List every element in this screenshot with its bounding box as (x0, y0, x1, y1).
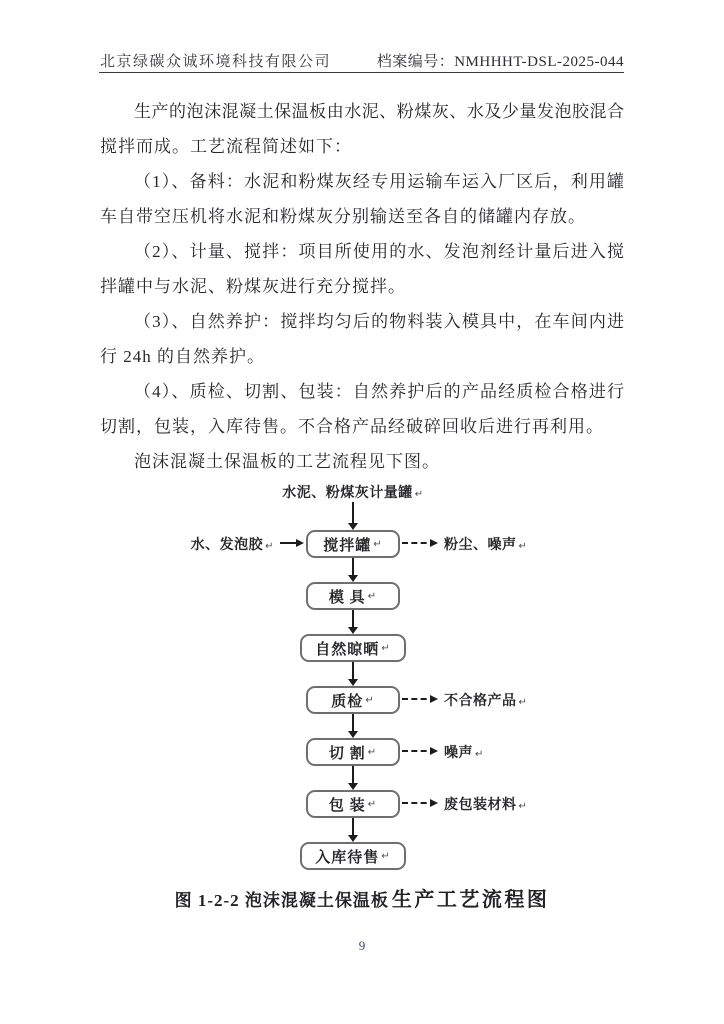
flow-arrow-dashed-icon (402, 750, 436, 752)
flow-input-label: 水、发泡胶 ↵ (190, 538, 274, 553)
paragraph-mark-icon: ↵ (381, 642, 391, 654)
text-line: （4）、质检、切割、包装：自然养护后的产品经质检合格进行 (134, 382, 624, 401)
flow-node-label: 包 装 (328, 797, 366, 814)
flow-node-label: 入库待售 (315, 849, 380, 866)
figure-caption-title: 生产工艺流程图 (391, 889, 550, 911)
text-line: 生产的泡沫混凝土保温板由水泥、粉煤灰、水及少量发泡胶混合 (134, 102, 624, 121)
paragraph-mark-icon: ↵ (367, 798, 378, 810)
arrow-shaft (352, 502, 354, 523)
paragraph-mark-icon: ↵ (367, 590, 378, 602)
flow-node-4 (306, 686, 400, 714)
figure-caption-number: 图 1-2-2 泡沫混凝土保温板 (174, 891, 389, 910)
text-line: （3）、自然养护：搅拌均匀后的物料装入模具中，在车间内进 (134, 312, 624, 331)
flow-output-label: 粉尘、噪声 ↵ (444, 538, 528, 553)
paragraph-4 (100, 304, 624, 374)
paragraph-1 (100, 94, 624, 164)
flow-node-label: 搅拌罐 (323, 537, 372, 554)
paragraph-mark-icon: ↵ (381, 850, 391, 862)
flow-node-label: 切 割 (328, 745, 366, 762)
flow-arrow-dashed-icon (402, 698, 436, 700)
text-line: 搅拌而成。工艺流程简述如下： (100, 137, 352, 156)
text-line: （1）、备料：水泥和粉煤灰经专用运输车运入厂区后，利用罐 (134, 172, 624, 191)
flow-arrow-dashed-icon (402, 802, 436, 804)
flow-output-label: 不合格产品 ↵ (444, 694, 528, 709)
arrow-head-icon (348, 627, 358, 634)
arrow-shaft (352, 766, 354, 783)
paragraph-mark-icon: ↵ (265, 541, 274, 552)
text-line: 行 24h 的自然养护。 (100, 347, 265, 366)
arrow-head-icon (348, 575, 358, 582)
arrow-head-icon (348, 731, 358, 738)
arrow-head-icon (348, 679, 358, 686)
arrow-shaft (352, 558, 354, 575)
flow-output-label: 废包装材料 ↵ (444, 798, 528, 813)
arrow-head-icon (348, 783, 358, 790)
arrow-shaft (352, 818, 354, 835)
header-divider (99, 72, 624, 73)
arrow-shaft (352, 610, 354, 627)
paragraph-mark-icon: ↵ (365, 694, 375, 706)
flow-arrow-dashed-icon (402, 542, 436, 544)
flow-node-1 (306, 530, 400, 558)
arrow-shaft (352, 662, 354, 679)
text-line: 切割，包装，入库待售。不合格产品经破碎回收后进行再利用。 (100, 417, 604, 436)
header-company-name: 北京绿碳众诚环境科技有限公司 (100, 54, 332, 70)
flow-arrow-down-icon (346, 818, 360, 842)
flow-arrow-down-icon (346, 714, 360, 738)
flow-arrow-down-icon (346, 662, 360, 686)
flow-arrow-down-icon (346, 610, 360, 634)
paragraph-mark-icon: ↵ (373, 538, 383, 550)
paragraph-mark-icon: ↵ (518, 801, 528, 812)
flow-node-3 (300, 634, 406, 662)
flow-node-7 (300, 842, 406, 870)
paragraph-mark-icon: ↵ (518, 697, 528, 708)
flow-output-label: 噪声 ↵ (444, 746, 484, 761)
flow-arrow-right-icon (280, 542, 302, 544)
body-text (100, 94, 624, 479)
flow-node-2 (306, 582, 400, 610)
doc-number-label: 档案编号： (376, 54, 455, 70)
paragraph-3 (100, 234, 624, 304)
arrow-shaft (352, 714, 354, 731)
paragraph-6 (100, 444, 624, 479)
figure-caption (0, 883, 724, 912)
arrow-head-icon (348, 523, 358, 530)
flow-node-5 (306, 738, 400, 766)
header-doc-number (377, 50, 624, 71)
flow-node-label: 模 具 (328, 589, 366, 606)
paragraph-mark-icon: ↵ (518, 541, 528, 552)
flow-arrow-down-icon (346, 558, 360, 582)
flow-node-label: 质检 (331, 693, 364, 710)
flow-arrow-down-icon (346, 766, 360, 790)
flow-arrow-down-icon (346, 502, 360, 530)
process-flowchart (0, 480, 724, 884)
arrow-head-icon (348, 835, 358, 842)
text-line: 车自带空压机将水泥和粉煤灰分别输送至各自的储罐内存放。 (100, 207, 586, 226)
flow-node-6 (306, 790, 400, 818)
page-number: 9 (358, 938, 366, 953)
text-line: （2）、计量、搅拌：项目所使用的水、发泡剂经计量后进入搅 (134, 242, 624, 261)
text-line: 拌罐中与水泥、粉煤灰进行充分搅拌。 (100, 277, 406, 296)
paragraph-2 (100, 164, 624, 234)
doc-number-value: NMHHHT-DSL-2025-044 (454, 54, 624, 70)
flow-node-label: 自然晾晒 (315, 641, 380, 658)
text-line: 泡沫混凝土保温板的工艺流程见下图。 (134, 452, 440, 471)
paragraph-mark-icon: ↵ (367, 746, 378, 758)
flow-source-label: 水泥、粉煤灰计量罐 ↵ (282, 486, 424, 501)
paragraph-5 (100, 374, 624, 444)
paragraph-mark-icon: ↵ (475, 749, 484, 760)
paragraph-mark-icon: ↵ (414, 489, 424, 500)
